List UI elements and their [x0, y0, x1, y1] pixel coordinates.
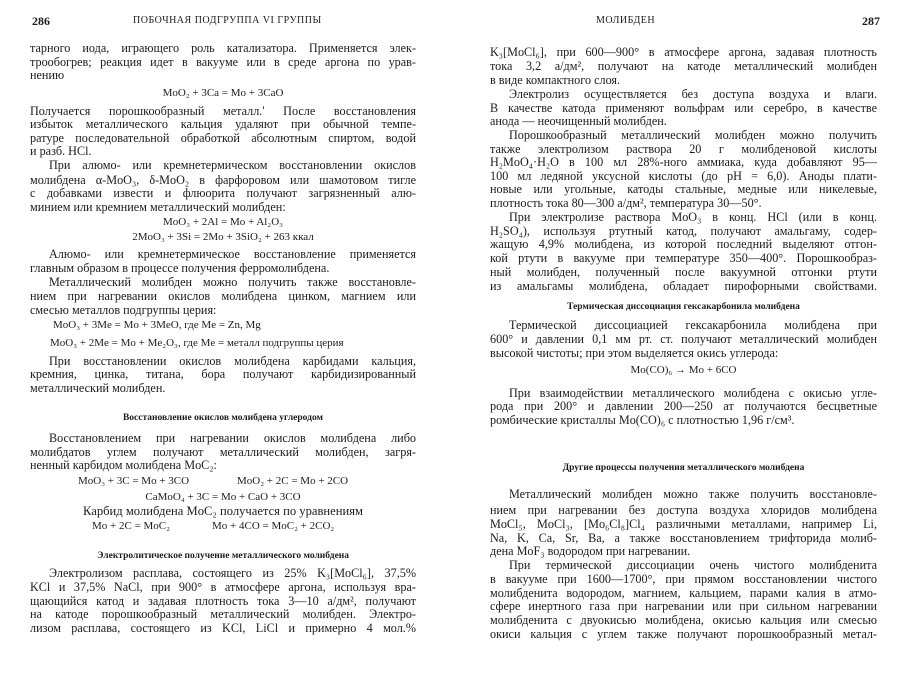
text-line: тока 3,2 а/дм², получают на катоде металлический молибден — [490, 59, 877, 73]
text-line: молибденита водородом, магнием, кальцием, парами калия в атмо- — [490, 586, 877, 600]
equation: MoO₃ + 3C = Mo + 3CO — [78, 475, 190, 487]
text-line: плотность тока 80—300 а/дм², температура 30—50°. — [490, 196, 762, 210]
text-line: в виде компактного слоя. — [490, 73, 621, 87]
section-heading: Термическая диссоциация гексакарбонила молибдена — [567, 302, 800, 312]
text-line: кой ртути в вакууме при температуре 350—400°. Порошкообраз- — [490, 251, 877, 265]
text-line: 600° и давлении 0,1 мм рт. ст. получают металлический молибден — [490, 332, 877, 346]
text-line: анода — неочищенный молибден. — [490, 114, 667, 128]
text-line: Алюмо- или кремнетермическое восстановление применяется — [49, 247, 416, 261]
text-line: избыток металлического кальция удаляют при обычной темпе- — [30, 117, 416, 131]
text-line: новые или угольные, катоды стальные, медные или никелевые, — [490, 182, 877, 196]
text-line: сфере инертного газа при нагревании или при сильном нагревании — [490, 599, 877, 613]
text-line: молибдена α-MoO₃, δ-MoO₂ в фарфоровом или шамотовом тигле — [30, 173, 416, 187]
text-line: Металлический молибден можно также получить восстановле- — [509, 487, 877, 501]
text-line: щающийся катод и задавая плотность тока 3—10 а/дм², получают — [30, 594, 416, 608]
section-heading: Восстановление окислов молибдена углеродом — [122, 413, 324, 423]
text-line: MoCl₅, MoCl₃, [Mo₆Cl₈]Cl₄ различными металлами, например Li, — [490, 517, 877, 531]
text-line: и разб. HCl. — [30, 144, 92, 158]
text-line: H₂MoO₄·H₂O в 100 мл 28%-ного аммиака, куда добавляют 95— — [490, 155, 877, 169]
text-line: с добавками извести и флюорита получают загрязненный алю- — [30, 186, 416, 200]
text-line: нием при нагревании без доступа воздуха хлоридов молибдена — [490, 503, 877, 517]
text-line: нению — [30, 68, 65, 82]
text-line: H₂SO₄), используя ртутный катод, получают амальгаму, содер- — [490, 224, 877, 238]
text-line: Металлический молибден можно получить также восстановле- — [49, 275, 416, 289]
text-line: При взаимодействии металлического молибдена с окисью угле- — [509, 386, 877, 400]
text-line: также электролизом раствора 20 г молибденовой кислоты — [490, 142, 877, 156]
text-line: на катоде порошкообразный металлический молибден. Электро- — [30, 607, 416, 621]
text-line: окиси кальция с углем также получают порошкообразный метал- — [490, 627, 877, 641]
text-line: При термической диссоциации очень чистого молибденита — [509, 558, 877, 572]
text-line: тарного иода, играющего роль катализатора. Применяется элек- — [30, 41, 416, 55]
text-line: ромбические кристаллы Mo(CO)₆ с плотностью 1,96 г/см³. — [490, 413, 795, 427]
text-line: высокой чистоты; при этом выделяется окись углерода: — [490, 346, 779, 360]
text-line: Порошкообразный металлический молибден можно получить — [509, 128, 877, 142]
equation: MoO₂ + 2C = Mo + 2CO — [237, 475, 349, 487]
page-number: 287 — [862, 14, 880, 28]
text-line: При электролизе раствора MoO₃ в конц. HCl (или в конц. — [509, 210, 877, 224]
equation: Mo + 2C = MoC₂ — [92, 520, 170, 532]
text-line: трообогрев; реакция идет в вакууме или в среде аргона по урав- — [30, 55, 416, 69]
section-heading: Электролитическое получение металлического молибдена — [96, 551, 350, 561]
text-line: смесью металлов подгруппы церия: — [30, 303, 217, 317]
text-line: При восстановлении окислов молибдена карбидами кальция, — [49, 354, 416, 368]
equation: 2MoO₃ + 3Si = 2Mo + 3SiO₂ + 263 ккал — [132, 231, 314, 243]
text-line: рода при 200° и давлении 200—250 ат получаются бесцветные — [490, 399, 877, 413]
text-line: Электролиз осуществляется без доступа воздуха и влаги. — [509, 87, 877, 101]
text-line: дена MoF₃ водородом при нагревании. — [490, 544, 691, 558]
text-line: ный молибден, полученный после вакуумной отгонки ртути — [490, 265, 877, 279]
equation: CaMoO₄ + 3C = Mo + CaO + 3CO — [145, 491, 301, 503]
text-line: минием или кремнием металлический молибден: — [30, 200, 286, 214]
text-line: K₃[MoCl₆], при 600—900° в атмосфере аргона, задавая плотность — [490, 45, 877, 59]
text-line: В качестве катода применяют вольфрам или серебро, в качестве — [490, 101, 877, 115]
text-line: KCl и 37,5% NaCl, при 900° в атмосфере аргона, используя вра- — [30, 580, 416, 594]
text-line: Карбид молибдена MoC₂ получается по уравнениям — [83, 504, 363, 518]
equation: MoO₂ + 3Ca = Mo + 3CaO — [162, 87, 284, 99]
text-line: Получается порошкообразный металл.' После восстановления — [30, 104, 416, 118]
equation: Mo + 4CO = MoC₂ + 2CO₂ — [212, 520, 335, 532]
section-heading: Другие процессы получения металлического молибдена — [562, 463, 805, 473]
right-page — [450, 0, 900, 675]
text-line: Восстановлением при нагревании окислов молибдена либо — [49, 431, 416, 445]
text-line: молибдатов углем получают металлический молибден, загря- — [30, 445, 416, 459]
text-line: лизом расплава, состоящего из KCl, LiCl и примерно 4 мол.% — [30, 621, 416, 635]
text-line: нием при нагревании окислов молибдена цинком, магнием или — [30, 289, 416, 303]
equation: Mo(CO)₆ → Mo + 6CO — [630, 364, 737, 376]
equation: MoO₃ + 3Me = Mo + 3MeO, где Me = Zn, Mg — [53, 319, 261, 331]
running-head: ПОБОЧНАЯ ПОДГРУППА VI ГРУППЫ — [133, 15, 322, 26]
text-line: Na, K, Ca, Sr, Ba, а также восстановлением трифторида молиб- — [490, 531, 877, 545]
running-head: МОЛИБДЕН — [596, 15, 656, 26]
text-line: При алюмо- или кремнетермическом восстановлении окислов — [49, 158, 416, 172]
equation: MoO₃ + 2Me = Mo + Me₂O₃, где Me = металл подгруппы церия — [50, 337, 344, 349]
text-line: кремния, цинка, титана, бора получают карбидизированный — [30, 367, 416, 381]
text-line: молибденита с двуокисью молибдена, окисью кальция или смесью — [490, 613, 877, 627]
text-line: Термической диссоциацией гексакарбонила молибдена при — [509, 318, 877, 332]
text-line: 100 мл ледяной уксусной кислоты (до pH = 6,0). Аноды плати- — [490, 169, 877, 183]
text-line: ненный карбидом молибдена MoC₂: — [30, 458, 217, 472]
equation: MoO₃ + 2Al = Mo + Al₂O₃ — [163, 216, 283, 228]
page-number: 286 — [32, 14, 50, 28]
text-line: Электролизом расплава, состоящего из 25% K₃[MoCl₆], 37,5% — [49, 566, 416, 580]
text-line: жащую 4,9% молибдена, из которой последний выделяют отгон- — [490, 237, 877, 251]
text-line: металлический молибден. — [30, 381, 166, 395]
text-line: из амальгамы молибдена, обладает пирофорными свойствами. — [490, 279, 877, 293]
text-line: в вакууме при 1600—1700°, при прямом восстановлении чистого — [490, 572, 877, 586]
text-line: ратуре последовательной обработкой абсолютным спиртом, водой — [30, 131, 416, 145]
text-line: главным образом в процессе получения ферромолибдена. — [30, 261, 330, 275]
